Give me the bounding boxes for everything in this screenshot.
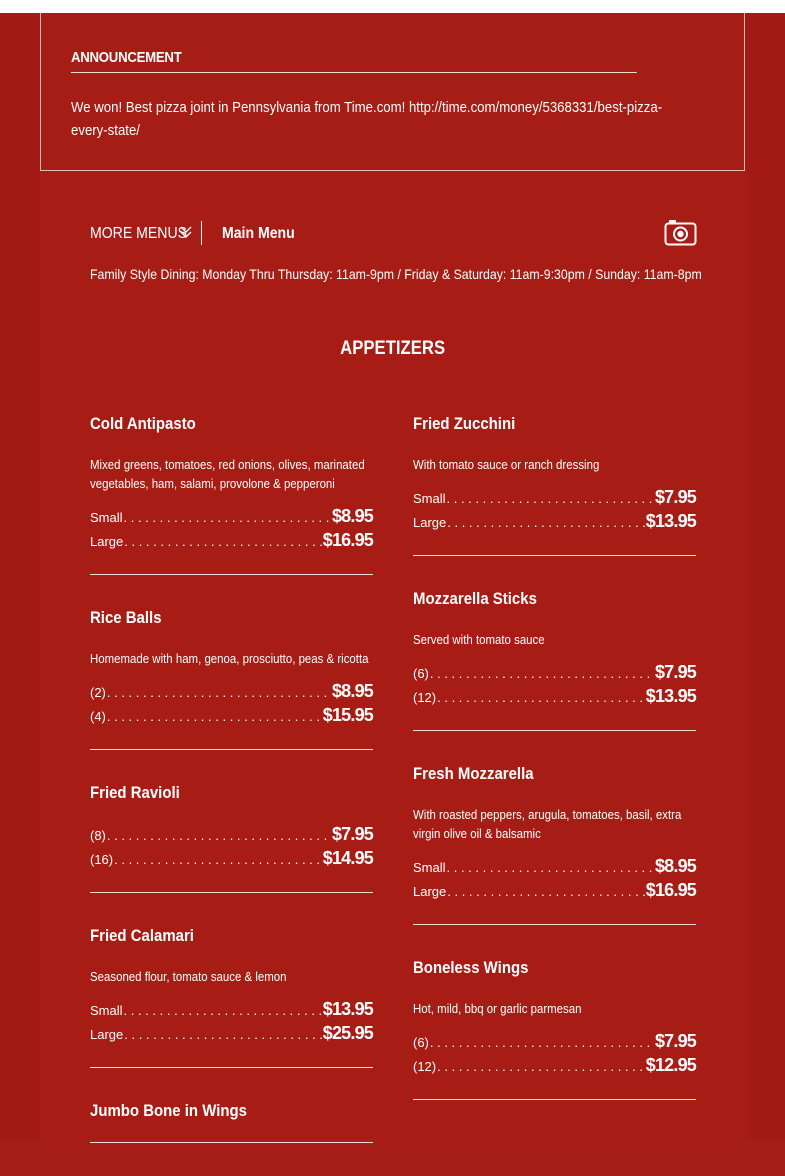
menu-item-description: Seasoned flour, tomato sauce & lemon	[90, 969, 287, 984]
chevron-double-down-icon[interactable]	[179, 224, 193, 240]
left-margin	[0, 13, 40, 1139]
menu-item	[90, 926, 373, 1068]
price-value: $7.95	[331, 824, 373, 844]
price-row	[90, 681, 373, 705]
size-label: Large	[413, 884, 447, 899]
size-label: Small	[413, 491, 446, 506]
size-label: Large	[90, 1027, 124, 1042]
menu-item-description: Hot, mild, bbq or garlic parmesan	[413, 1001, 582, 1016]
dot-leader	[124, 534, 321, 549]
price-row	[413, 511, 696, 535]
dot-leader	[447, 884, 644, 899]
price-row	[413, 662, 696, 686]
announcement-text[interactable]: We won! Best pizza joint in Pennsylvania from Time.com! http://time.com/money/5368331/best-pizza-every-state/	[71, 99, 663, 139]
menu-item-name: Fresh Mozzarella	[413, 764, 534, 783]
section-title-text: APPETIZERS	[340, 338, 445, 359]
dot-leader	[437, 690, 645, 705]
menu-item-name: Mozzarella Sticks	[413, 589, 537, 608]
dot-leader	[124, 1027, 321, 1042]
size-label: (2)	[90, 685, 106, 700]
left-column	[90, 414, 373, 1176]
menu-item-description: Mixed greens, tomatoes, red onions, olives, marinated vegetables, ham, salami, provolone & pepperoni	[90, 457, 365, 491]
menu-item-name: Fried Zucchini	[413, 414, 516, 433]
dot-leader	[430, 1035, 654, 1050]
announcement-box	[40, 13, 745, 171]
menu-item-description: Served with tomato sauce	[413, 632, 545, 647]
price-value: $7.95	[654, 662, 696, 682]
price-value: $13.95	[322, 999, 373, 1019]
size-label: (16)	[90, 852, 114, 867]
section-title	[0, 338, 785, 360]
price-list	[413, 487, 696, 535]
size-label: (12)	[413, 1059, 437, 1074]
price-value: $13.95	[645, 511, 696, 531]
price-value: $16.95	[645, 880, 696, 900]
dot-leader	[437, 1059, 645, 1074]
size-label: (6)	[413, 1035, 429, 1050]
price-value: $14.95	[322, 848, 373, 868]
price-value: $12.95	[645, 1055, 696, 1075]
price-row	[413, 856, 696, 880]
menu-item	[90, 414, 373, 575]
price-row	[90, 1023, 373, 1047]
right-margin	[745, 13, 785, 1139]
price-row	[90, 506, 373, 530]
size-label: Small	[413, 860, 446, 875]
price-value: $7.95	[654, 487, 696, 507]
dot-leader	[107, 828, 331, 843]
price-value: $7.95	[654, 1031, 696, 1051]
dot-leader	[430, 666, 654, 681]
top-white-bar	[0, 0, 785, 13]
menu-item-name: Cold Antipasto	[90, 414, 196, 433]
menu-item	[413, 589, 696, 731]
menu-item	[413, 764, 696, 925]
size-label: Small	[90, 510, 123, 525]
size-label: (4)	[90, 709, 106, 724]
menu-item-name: Fried Ravioli	[90, 783, 180, 802]
menu-item-name: Boneless Wings	[413, 958, 529, 977]
menu-item-name: Jumbo Bone in Wings	[90, 1101, 247, 1120]
menu-divider	[201, 221, 202, 245]
size-label: (8)	[90, 828, 106, 843]
price-value: $16.95	[322, 530, 373, 550]
dot-leader	[107, 709, 322, 724]
size-label: Large	[90, 534, 124, 549]
price-row	[413, 1031, 696, 1055]
price-list	[90, 824, 373, 872]
menu-item-name: Fried Calamari	[90, 926, 194, 945]
dot-leader	[447, 515, 644, 530]
camera-icon[interactable]	[664, 219, 697, 246]
menu-item-description: Homemade with ham, genoa, prosciutto, peas & ricotta	[90, 651, 369, 666]
price-row	[413, 880, 696, 904]
price-row	[90, 999, 373, 1023]
right-column	[413, 414, 696, 1133]
menu-item	[90, 783, 373, 893]
menu-item	[90, 608, 373, 750]
menu-item-name: Rice Balls	[90, 608, 162, 627]
announcement-title: ANNOUNCEMENT	[71, 49, 637, 73]
menu-item	[413, 414, 696, 556]
price-value: $15.95	[322, 705, 373, 725]
price-value: $25.95	[322, 1023, 373, 1043]
price-list	[90, 999, 373, 1047]
price-row	[413, 1055, 696, 1079]
size-label: (6)	[413, 666, 429, 681]
dining-hours: Family Style Dining: Monday Thru Thursday: 11am-9pm / Friday & Saturday: 11am-9:30pm / Sunday: 11am-8pm	[90, 266, 702, 282]
menu-item-description: With tomato sauce or ranch dressing	[413, 457, 600, 472]
menu-item	[413, 958, 696, 1100]
price-row	[413, 487, 696, 511]
price-list	[90, 506, 373, 554]
more-menus-button[interactable]: MORE MENUS	[90, 225, 188, 242]
size-label: Large	[413, 515, 447, 530]
menu-item-description: With roasted peppers, arugula, tomatoes, basil, extra virgin olive oil & balsamic	[413, 807, 682, 841]
dot-leader	[124, 510, 331, 525]
price-row	[413, 686, 696, 710]
dot-leader	[124, 1003, 322, 1018]
menu-item	[90, 1101, 373, 1143]
dot-leader	[114, 852, 322, 867]
dot-leader	[447, 860, 654, 875]
price-value: $8.95	[331, 506, 373, 526]
dot-leader	[107, 685, 331, 700]
price-value: $8.95	[654, 856, 696, 876]
price-list	[413, 662, 696, 710]
price-list	[413, 856, 696, 904]
main-menu-tab[interactable]: Main Menu	[222, 225, 295, 242]
price-row	[90, 705, 373, 729]
price-row	[90, 848, 373, 872]
size-label: (12)	[413, 690, 437, 705]
price-row	[90, 824, 373, 848]
size-label: Small	[90, 1003, 123, 1018]
price-list	[90, 681, 373, 729]
price-list	[413, 1031, 696, 1079]
price-row	[90, 530, 373, 554]
price-value: $13.95	[645, 686, 696, 706]
price-value: $8.95	[331, 681, 373, 701]
dot-leader	[447, 491, 654, 506]
